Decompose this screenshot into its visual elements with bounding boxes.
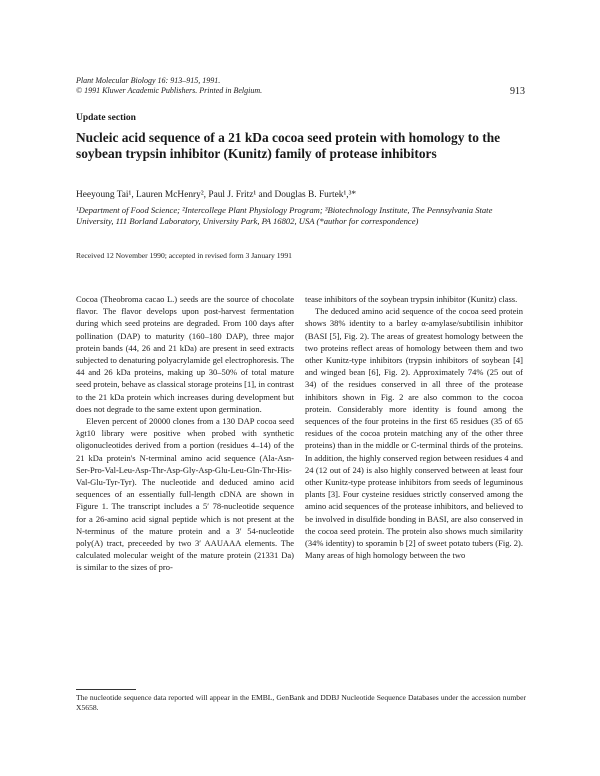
left-column bbox=[76, 293, 294, 574]
received-dates: Received 12 November 1990; accepted in revised form 3 January 1991 bbox=[76, 251, 292, 260]
page-number: 913 bbox=[510, 86, 525, 97]
article-title: Nucleic acid sequence of a 21 kDa cocoa seed protein with homology to the soybean trypsin inhibitor (Kunitz) family of protease inhibitors bbox=[76, 130, 501, 161]
copyright-line: © 1991 Kluwer Academic Publishers. Printed in Belgium. bbox=[76, 86, 263, 95]
section-label: Update section bbox=[76, 113, 136, 123]
journal-header bbox=[76, 76, 262, 96]
paragraph: Cocoa (Theobroma cacao L.) seeds are the source of chocolate flavor. The flavor develops upon post-harvest fermentation during which seed proteins are degraded. From 100 days after pollination (DAP) to maturity (160–180 DAP), three major protein bands (44, 26 and 21 kDa) are present in seed extracts subjected to denaturing polyacrylamide gel electrophoresis. The 44 and 26 kDa proteins, making up 30–50% of total mature seed protein, behave as classical storage proteins [1], in contrast to the 21 kDa protein which increases during development but does not degrade to the same extent upon germination. bbox=[76, 294, 294, 414]
paragraph: The deduced amino acid sequence of the cocoa seed protein shows 38% identity to a barley α-amylase/subtilisin inhibitor (BASI [5], Fig. 2). The areas of greatest homology between the two proteins reflect areas of homology between them and two other Kunitz-type inhibitors (trypsin inhibitors of soybean [4] and winged bean [6], Fig. 2). Approximately 74% (25 out of 34) of the residues conserved in all three of the protease inhibitors shown in Fig. 2 are also common to the cocoa protein. Considerably more identity is found among the sequences of the four proteins in the first 65 residues (35 of 65 residues of the cocoa protein matching any of the other three proteins) than in the middle or C-terminal thirds of the proteins. In addition, the highly conserved region between residues 4 and 24 (12 out of 24) is also highly conserved between at least four other Kunitz-type protease inhibitors from seeds of leguminous plants [3]. Four cysteine residues strictly conserved among the amino acid sequences of the protease inhibitors, and believed to be involved in disulfide bonding in BASI, are also conserved in the cocoa seed protein. The protein also shows much similarity (34% identity) to sporamin b [2] of sweet potato tubers (Fig. 2). Many areas of high homology between the two bbox=[305, 306, 523, 561]
affiliations: ¹Department of Food Science; ²Intercollege Plant Physiology Program; ³Biotechnology Institute, The Pennsylvania State University, 111 Borland Laboratory, University Park, PA 16802, USA (*author for correspondence) bbox=[76, 205, 493, 226]
paragraph: Eleven percent of 20000 clones from a 130 DAP cocoa seed λgt10 library were positive when probed with synthetic oligonucleotides derived from a portion (residues 4–14) of the 21 kDa protein's N-terminal amino acid sequence (Ala-Asn-Ser-Pro-Val-Leu-Asp-Thr-Asp-Gly-Asp-Glu-Leu-Gln-Thr-His-Val-Glu-Tyr-Tyr). The nucleotide and deduced amino acid sequences of an essentially full-length cDNA are shown in Figure 1. The transcript includes a 5′ 78-nucleotide sequence for a 26-amino acid signal peptide which is not present at the N-terminus of the mature protein and a 3′ 54-nucleotide poly(A) tract, preceeded by two 3′ AAUAAA elements. The calculated molecular weight of the mature protein (21331 Da) is similar to the sizes of pro- bbox=[76, 416, 294, 573]
footnote-divider bbox=[76, 689, 136, 690]
authors: Heeyoung Tai¹, Lauren McHenry², Paul J. Fritz¹ and Douglas B. Furtek¹,³* bbox=[76, 190, 357, 200]
paragraph: tease inhibitors of the soybean trypsin inhibitor (Kunitz) class. bbox=[305, 294, 518, 304]
right-column bbox=[305, 293, 523, 561]
journal-citation: Plant Molecular Biology 16: 913–915, 1991. bbox=[76, 76, 221, 85]
footnote: The nucleotide sequence data reported will appear in the EMBL, GenBank and DDBJ Nucleotide Sequence Databases under the accession number X5658. bbox=[76, 693, 526, 712]
